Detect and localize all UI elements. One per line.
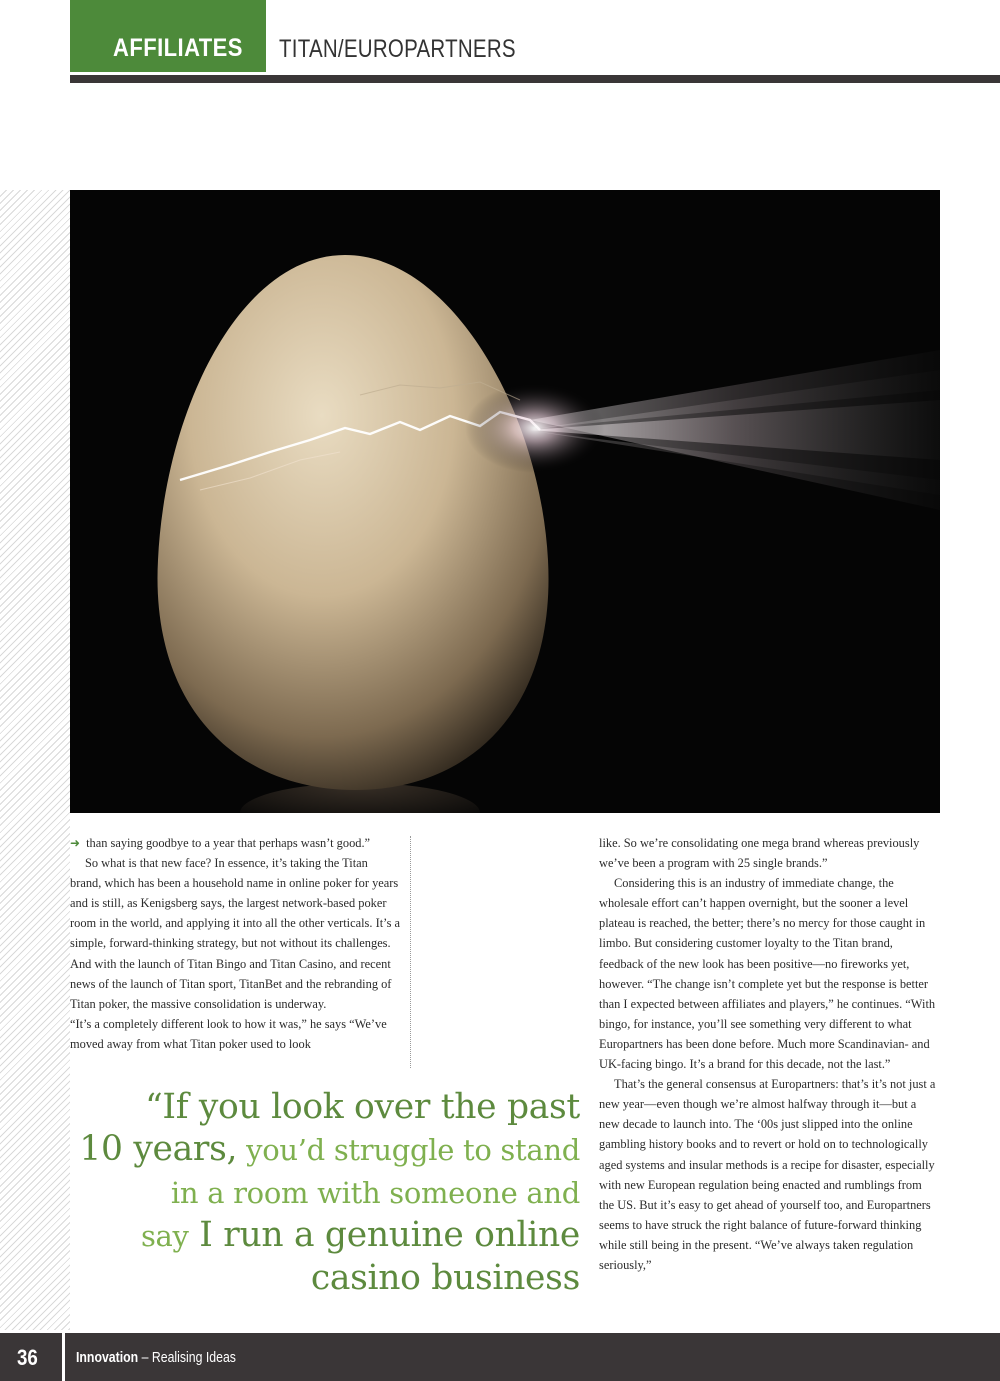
cracked-egg-illustration [70, 190, 940, 813]
page-number: 36 [17, 1345, 38, 1370]
magazine-name: Innovation [76, 1349, 139, 1366]
paragraph [70, 833, 400, 853]
footer-bar [0, 1333, 1000, 1381]
quote-text: I run a genuine online [188, 1215, 580, 1255]
pull-quote [60, 1086, 580, 1299]
article-column-1 [70, 833, 400, 1054]
right-arrow-icon: ➜ [70, 836, 81, 850]
paragraph: So what is that new face? In essence, it’s taking the Titan brand, which has been a household name in online poker for years and is still, as Kenigsberg says, the largest network-based poker room in the world, and applying it into all the other verticals. It’s a simple, forward-thinking strategy, but not without its challenges. And with the launch of Titan Bingo and Titan Casino, and recent news of the launch of Titan sport, TitanBet and the rebranding of Titan poker, the massive consolidation is underway. [70, 856, 400, 1011]
quote-text-light: say [140, 1219, 189, 1253]
paragraph: That’s the general consensus at Europartners: that’s it’s not just a new year—even though we’re almost halfway through it—but a new decade to launch into. The ‘00s just slipped into the online gambling history books and to revert or hold on to technologically aged systems and insular methods is a recipe for disaster, especially with new European regulation being enacted and rumblings from the US. But it’s easy to get ahead of yourself too, and Europartners seems to have struck the right balance of future-forward thinking while still being in the present. “We’ve always taken regulation seriously,” [599, 1077, 936, 1272]
quote-text-light: in a room with someone and [170, 1176, 580, 1210]
magazine-title [76, 1349, 236, 1366]
quote-text-light: you’d struggle to stand [237, 1133, 580, 1167]
magazine-tagline: – Realising Ideas [138, 1349, 236, 1366]
paragraph: Considering this is an industry of immediate change, the wholesale effort can’t happen overnight, but the sooner a level plateau is reached, the better; there’s no mercy for those caught in limbo. But considering customer loyalty to the Titan brand, feedback of the new look has been positive—no fireworks yet, however. “The change isn’t complete yet but the response is better than I expected between affiliates and players,” he continues. “With bingo, for instance, you’ll see something very different to what Europartners has been done before. Much more Scandinavian- and UK-facing bingo. It’s a brand for this decade, not the last.” [599, 876, 936, 1072]
hero-image [70, 190, 940, 813]
subsection-label: TITAN/EUROPARTNERS [279, 35, 516, 63]
quote-text: “If you look over the past [145, 1087, 580, 1127]
paragraph-text: than saying goodbye to a year that perhaps wasn’t good.” [86, 836, 371, 850]
column-divider [410, 836, 411, 1068]
footer-divider [62, 1333, 65, 1381]
header-rule [70, 75, 1000, 83]
section-tab [70, 0, 266, 72]
quote-text: casino business [310, 1258, 580, 1298]
section-label: AFFILIATES [113, 34, 243, 62]
quote-text: 10 years, [79, 1129, 238, 1169]
article-column-2 [599, 833, 939, 1275]
page-number-box [0, 1333, 62, 1381]
paragraph: like. So we’re consolidating one mega brand whereas previously we’ve been a program with 25 single brands.” [599, 836, 920, 871]
paragraph: “It’s a completely different look to how it was,” he says “We’ve moved away from what Titan poker used to look [70, 1016, 387, 1051]
